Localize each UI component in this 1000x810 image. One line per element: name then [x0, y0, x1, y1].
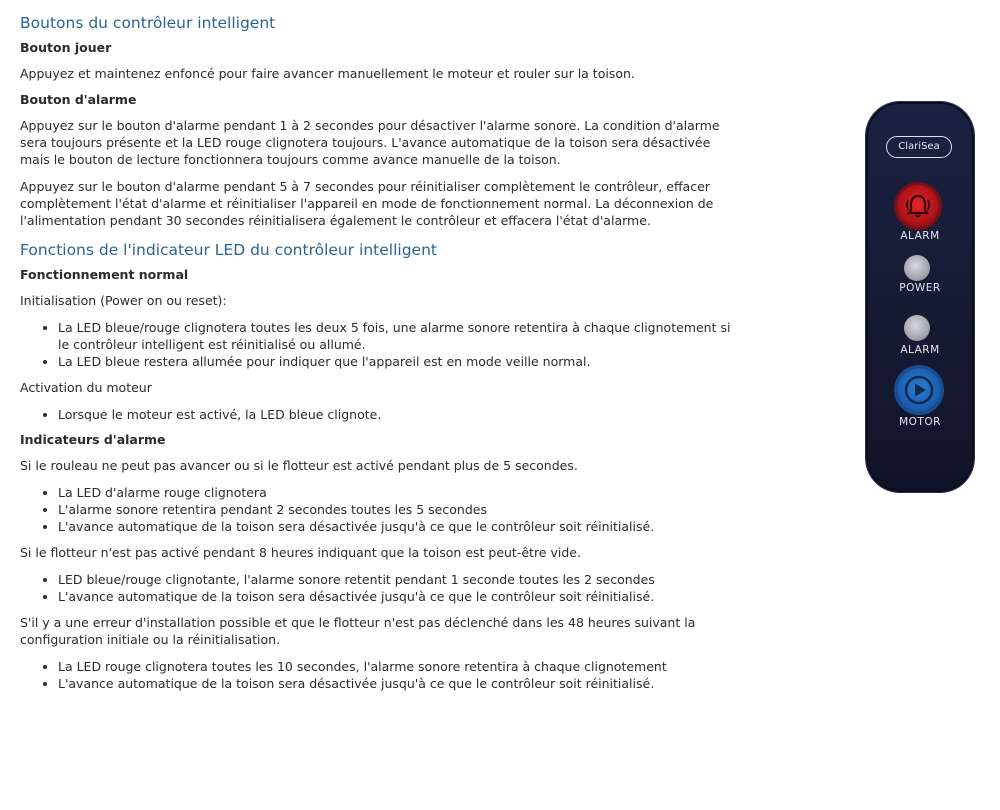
list-item: • Lorsque le moteur est activé, la LED bleue clignote.: [58, 406, 740, 423]
play-button-heading: Bouton jouer: [20, 40, 112, 55]
alarm-button-description-1: Appuyez sur le bouton d'alarme pendant 1 à 2 secondes pour désactiver l'alarme sonore. La condition d'alarme sera toujours présente et la LED rouge clignotera toujours. L'avance automatique de la toison sera désactivée mais le bouton de lecture fonctionnera toujours comme avance manuelle de la toison.: [20, 118, 720, 167]
normal-operation-heading: Fonctionnement normal: [20, 267, 189, 282]
document: [20, 12, 740, 701]
alarm-button-heading: Bouton d'alarme: [20, 92, 137, 107]
motor-label: MOTOR: [899, 416, 941, 428]
alarm-case-2-list: [20, 571, 740, 605]
alarm-case-2-text: Si le flotteur n'est pas activé pendant 8 heures indiquant que la toison est peut-être vide.: [20, 545, 581, 560]
init-list: [20, 319, 740, 370]
list-item: • La LED bleue/rouge clignotera toutes les deux 5 fois, une alarme sonore retentira à chaque clignotement si le contrôleur intelligent est réinitialisé ou allumé.: [58, 319, 740, 353]
list-item: • LED bleue/rouge clignotante, l'alarme sonore retentit pendant 1 seconde toutes les 2 secondes: [58, 571, 740, 588]
list-item: • L'avance automatique de la toison sera désactivée jusqu'à ce que le contrôleur soit réinitialisé.: [58, 588, 740, 605]
alarm-button-label: ALARM: [900, 230, 940, 242]
clarisea-logo: ClariSea: [886, 136, 952, 158]
play-button-description: Appuyez et maintenez enfoncé pour faire avancer manuellement le moteur et rouler sur la toison.: [20, 66, 635, 81]
motor-button: [897, 368, 941, 412]
power-led: [904, 255, 930, 281]
power-label: POWER: [899, 282, 941, 294]
motor-list: [20, 406, 740, 423]
list-item: • La LED bleue restera allumée pour indiquer que l'appareil est en mode veille normal.: [58, 353, 740, 370]
alarm-case-3-text: S'il y a une erreur d'installation possible et que le flotteur n'est pas déclenché dans les 48 heures suivant la configuration initiale ou la réinitialisation.: [20, 615, 696, 647]
alarm-case-3-list: [20, 658, 740, 692]
alarm-button-description-2: Appuyez sur le bouton d'alarme pendant 5 à 7 secondes pour réinitialiser complètement le contrôleur, effacer complètement l'état d'alarme et réinitialiser l'appareil en mode de fonctionnement normal. La déconnexion de l'alimentation pendant 30 secondes réinitialisera également le contrôleur et effacera l'état d'alarme.: [20, 179, 714, 228]
list-item: • L'alarme sonore retentira pendant 2 secondes toutes les 5 secondes: [58, 501, 740, 518]
smart-controller-image: [866, 102, 974, 492]
alarm-case-1-list: [20, 484, 740, 535]
alarm-led-label: ALARM: [900, 344, 940, 356]
alarm-case-1-text: Si le rouleau ne peut pas avancer ou si le flotteur est activé pendant plus de 5 secondes.: [20, 458, 578, 473]
init-label: Initialisation (Power on ou reset):: [20, 293, 227, 308]
list-item: • L'avance automatique de la toison sera désactivée jusqu'à ce que le contrôleur soit réinitialisé.: [58, 518, 740, 535]
section-title-buttons: Boutons du contrôleur intelligent: [20, 14, 276, 32]
bell-icon: [897, 185, 939, 227]
motor-activation-label: Activation du moteur: [20, 380, 152, 395]
list-item: • La LED rouge clignotera toutes les 10 secondes, l'alarme sonore retentira à chaque clignotement: [58, 658, 740, 675]
list-item: • L'avance automatique de la toison sera désactivée jusqu'à ce que le contrôleur soit réinitialisé.: [58, 675, 740, 692]
play-icon: [897, 368, 941, 412]
alarm-indicators-heading: Indicateurs d'alarme: [20, 432, 166, 447]
alarm-button: [897, 185, 939, 227]
section-title-led: Fonctions de l'indicateur LED du contrôleur intelligent: [20, 241, 437, 259]
list-item: • La LED d'alarme rouge clignotera: [58, 484, 740, 501]
alarm-led: [904, 315, 930, 341]
